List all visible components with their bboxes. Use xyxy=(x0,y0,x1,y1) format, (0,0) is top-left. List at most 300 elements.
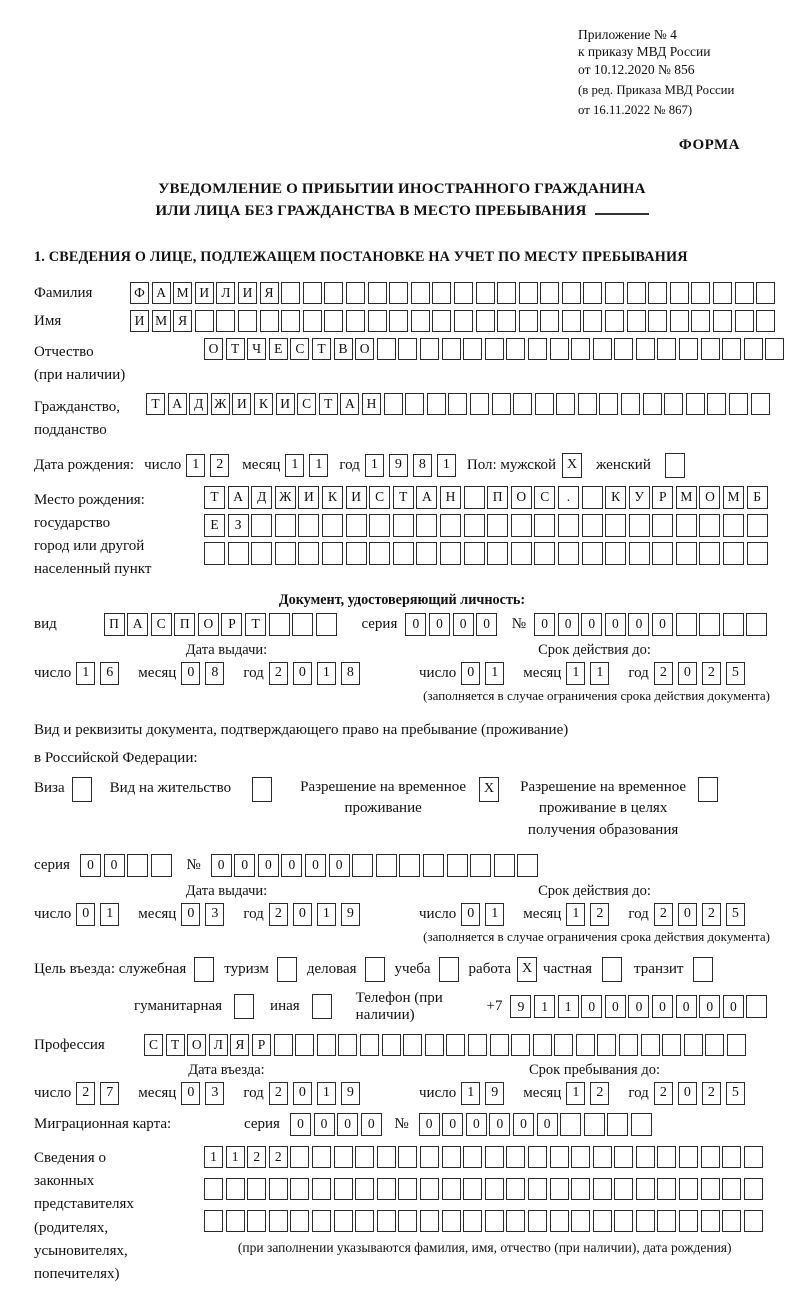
form-cell[interactable]: С xyxy=(534,486,555,509)
form-cell[interactable]: 1 xyxy=(204,1146,223,1168)
form-cell[interactable]: Т xyxy=(245,613,266,636)
purpose-study-checkbox[interactable] xyxy=(439,957,459,982)
purpose-tourism-checkbox[interactable] xyxy=(277,957,297,982)
form-cell[interactable] xyxy=(463,338,482,360)
form-cell[interactable] xyxy=(665,453,685,478)
form-cell[interactable] xyxy=(322,542,343,565)
form-cell[interactable] xyxy=(701,1146,720,1168)
form-cell[interactable] xyxy=(657,1178,676,1200)
form-cell[interactable] xyxy=(691,310,710,332)
form-cell[interactable] xyxy=(234,994,254,1019)
form-cell[interactable]: 1 xyxy=(566,903,585,926)
form-cell[interactable] xyxy=(657,1210,676,1232)
form-cell[interactable]: 5 xyxy=(726,1082,745,1105)
form-cell[interactable]: М xyxy=(676,486,697,509)
form-cell[interactable] xyxy=(593,1178,612,1200)
form-cell[interactable]: 1 xyxy=(285,454,304,477)
form-cell[interactable] xyxy=(494,854,515,877)
form-cell[interactable] xyxy=(290,1178,309,1200)
form-cell[interactable] xyxy=(195,310,214,332)
form-cell[interactable] xyxy=(513,393,532,415)
form-cell[interactable] xyxy=(723,542,744,565)
form-cell[interactable]: Т xyxy=(393,486,414,509)
form-cell[interactable] xyxy=(519,282,538,304)
form-cell[interactable] xyxy=(643,393,662,415)
form-cell[interactable] xyxy=(226,1178,245,1200)
form-cell[interactable] xyxy=(490,1034,509,1056)
form-cell[interactable] xyxy=(355,1210,374,1232)
form-cell[interactable]: 0 xyxy=(605,995,626,1018)
form-cell[interactable] xyxy=(352,854,373,877)
form-cell[interactable] xyxy=(275,514,296,537)
form-cell[interactable] xyxy=(528,1210,547,1232)
form-cell[interactable] xyxy=(540,310,559,332)
form-cell[interactable]: О xyxy=(198,613,219,636)
form-cell[interactable]: Ж xyxy=(275,486,296,509)
form-cell[interactable]: И xyxy=(130,310,149,332)
form-cell[interactable]: 7 xyxy=(100,1082,119,1105)
form-cell[interactable]: 9 xyxy=(389,454,408,477)
form-cell[interactable]: 1 xyxy=(100,903,119,926)
form-cell[interactable] xyxy=(744,338,763,360)
form-cell[interactable] xyxy=(298,542,319,565)
form-cell[interactable] xyxy=(290,1146,309,1168)
form-cell[interactable] xyxy=(744,1146,763,1168)
form-cell[interactable] xyxy=(550,338,569,360)
form-cell[interactable] xyxy=(648,310,667,332)
form-cell[interactable] xyxy=(398,338,417,360)
form-cell[interactable] xyxy=(368,282,387,304)
form-cell[interactable]: 0 xyxy=(281,854,302,877)
form-cell[interactable] xyxy=(420,338,439,360)
form-cell[interactable]: П xyxy=(104,613,125,636)
form-cell[interactable]: П xyxy=(174,613,195,636)
form-cell[interactable]: 1 xyxy=(558,995,579,1018)
form-cell[interactable]: 1 xyxy=(534,995,555,1018)
form-cell[interactable] xyxy=(464,486,485,509)
form-cell[interactable]: 0 xyxy=(419,1113,440,1136)
form-cell[interactable] xyxy=(583,310,602,332)
form-cell[interactable] xyxy=(470,854,491,877)
form-cell[interactable] xyxy=(317,1034,336,1056)
form-cell[interactable] xyxy=(506,1146,525,1168)
form-cell[interactable]: 8 xyxy=(413,454,432,477)
form-cell[interactable] xyxy=(312,1146,331,1168)
form-cell[interactable] xyxy=(571,1210,590,1232)
form-cell[interactable] xyxy=(686,393,705,415)
form-cell[interactable] xyxy=(346,514,367,537)
form-cell[interactable]: С xyxy=(297,393,316,415)
form-cell[interactable]: 0 xyxy=(337,1113,358,1136)
form-cell[interactable] xyxy=(298,514,319,537)
form-cell[interactable] xyxy=(605,282,624,304)
form-cell[interactable] xyxy=(534,514,555,537)
form-cell[interactable] xyxy=(439,957,459,982)
form-cell[interactable]: X xyxy=(479,777,499,802)
form-cell[interactable]: П xyxy=(487,486,508,509)
form-cell[interactable] xyxy=(463,1210,482,1232)
form-cell[interactable]: 8 xyxy=(341,662,360,685)
form-cell[interactable] xyxy=(251,514,272,537)
form-cell[interactable] xyxy=(765,338,784,360)
form-cell[interactable] xyxy=(463,1178,482,1200)
form-cell[interactable] xyxy=(722,338,741,360)
form-cell[interactable] xyxy=(560,1113,581,1136)
form-cell[interactable] xyxy=(485,1210,504,1232)
form-cell[interactable] xyxy=(652,514,673,537)
form-cell[interactable] xyxy=(676,613,697,636)
form-cell[interactable] xyxy=(540,282,559,304)
form-cell[interactable]: 0 xyxy=(211,854,232,877)
form-cell[interactable] xyxy=(377,1178,396,1200)
form-cell[interactable] xyxy=(334,1146,353,1168)
form-cell[interactable] xyxy=(636,338,655,360)
form-cell[interactable]: 0 xyxy=(293,1082,312,1105)
form-cell[interactable] xyxy=(204,542,225,565)
form-cell[interactable] xyxy=(701,1210,720,1232)
form-cell[interactable] xyxy=(393,542,414,565)
form-cell[interactable]: О xyxy=(187,1034,206,1056)
form-cell[interactable] xyxy=(389,310,408,332)
form-cell[interactable] xyxy=(627,310,646,332)
form-cell[interactable]: 0 xyxy=(628,613,649,636)
form-cell[interactable]: М xyxy=(723,486,744,509)
form-cell[interactable]: 0 xyxy=(534,613,555,636)
form-cell[interactable] xyxy=(485,1178,504,1200)
form-cell[interactable]: А xyxy=(168,393,187,415)
form-cell[interactable] xyxy=(269,1178,288,1200)
form-cell[interactable]: 2 xyxy=(269,903,288,926)
form-cell[interactable] xyxy=(657,1146,676,1168)
form-cell[interactable] xyxy=(260,310,279,332)
form-cell[interactable] xyxy=(228,542,249,565)
form-cell[interactable] xyxy=(562,310,581,332)
form-cell[interactable] xyxy=(652,542,673,565)
form-cell[interactable]: 2 xyxy=(702,903,721,926)
form-cell[interactable]: З xyxy=(228,514,249,537)
form-cell[interactable] xyxy=(535,393,554,415)
form-cell[interactable] xyxy=(699,514,720,537)
form-cell[interactable]: С xyxy=(369,486,390,509)
form-cell[interactable] xyxy=(127,854,148,877)
form-cell[interactable]: 0 xyxy=(605,613,626,636)
form-cell[interactable] xyxy=(648,282,667,304)
form-cell[interactable]: И xyxy=(238,282,257,304)
form-cell[interactable] xyxy=(582,514,603,537)
form-cell[interactable] xyxy=(676,542,697,565)
form-cell[interactable]: Ф xyxy=(130,282,149,304)
form-cell[interactable]: 0 xyxy=(723,995,744,1018)
form-cell[interactable]: Р xyxy=(221,613,242,636)
form-cell[interactable] xyxy=(576,1034,595,1056)
form-cell[interactable]: И xyxy=(276,393,295,415)
form-cell[interactable] xyxy=(497,282,516,304)
temp-residence-checkbox[interactable] xyxy=(479,777,499,802)
form-cell[interactable]: 0 xyxy=(461,903,480,926)
form-cell[interactable] xyxy=(607,1113,628,1136)
form-cell[interactable]: 2 xyxy=(269,1082,288,1105)
form-cell[interactable]: Т xyxy=(319,393,338,415)
purpose-transit-checkbox[interactable] xyxy=(693,957,713,982)
sex-female-checkbox[interactable] xyxy=(665,453,685,478)
form-cell[interactable] xyxy=(747,542,768,565)
form-cell[interactable]: А xyxy=(127,613,148,636)
form-cell[interactable]: 0 xyxy=(329,854,350,877)
form-cell[interactable]: 0 xyxy=(678,1082,697,1105)
form-cell[interactable] xyxy=(550,1210,569,1232)
form-cell[interactable]: И xyxy=(346,486,367,509)
form-cell[interactable] xyxy=(454,310,473,332)
form-cell[interactable]: 2 xyxy=(654,1082,673,1105)
form-cell[interactable] xyxy=(701,1178,720,1200)
form-cell[interactable]: В xyxy=(334,338,353,360)
form-cell[interactable]: И xyxy=(298,486,319,509)
form-cell[interactable] xyxy=(377,1146,396,1168)
form-cell[interactable]: 2 xyxy=(210,454,229,477)
form-cell[interactable] xyxy=(492,393,511,415)
form-cell[interactable] xyxy=(597,1034,616,1056)
form-cell[interactable] xyxy=(631,1113,652,1136)
form-cell[interactable] xyxy=(269,1210,288,1232)
form-cell[interactable]: Я xyxy=(260,282,279,304)
form-cell[interactable]: 1 xyxy=(485,903,504,926)
form-cell[interactable]: С xyxy=(290,338,309,360)
form-cell[interactable]: 9 xyxy=(510,995,531,1018)
form-cell[interactable] xyxy=(269,613,290,636)
form-cell[interactable] xyxy=(432,282,451,304)
form-cell[interactable] xyxy=(614,1210,633,1232)
form-cell[interactable] xyxy=(550,1178,569,1200)
form-cell[interactable]: 2 xyxy=(590,903,609,926)
form-cell[interactable] xyxy=(448,393,467,415)
form-cell[interactable] xyxy=(698,777,718,802)
form-cell[interactable] xyxy=(511,542,532,565)
purpose-business-checkbox[interactable] xyxy=(365,957,385,982)
form-cell[interactable] xyxy=(281,282,300,304)
form-cell[interactable] xyxy=(727,1034,746,1056)
form-cell[interactable]: 0 xyxy=(181,1082,200,1105)
form-cell[interactable]: 0 xyxy=(234,854,255,877)
form-cell[interactable] xyxy=(442,338,461,360)
form-cell[interactable] xyxy=(723,514,744,537)
form-cell[interactable]: 2 xyxy=(76,1082,95,1105)
form-cell[interactable] xyxy=(602,957,622,982)
form-cell[interactable]: Т xyxy=(312,338,331,360)
form-cell[interactable]: 5 xyxy=(726,903,745,926)
form-cell[interactable]: Н xyxy=(362,393,381,415)
form-cell[interactable]: 0 xyxy=(513,1113,534,1136)
form-cell[interactable]: 6 xyxy=(100,662,119,685)
form-cell[interactable] xyxy=(744,1178,763,1200)
form-cell[interactable]: 1 xyxy=(365,454,384,477)
form-cell[interactable] xyxy=(420,1210,439,1232)
form-cell[interactable] xyxy=(393,514,414,537)
form-cell[interactable] xyxy=(705,1034,724,1056)
form-cell[interactable]: Т xyxy=(204,486,225,509)
form-cell[interactable] xyxy=(485,1146,504,1168)
form-cell[interactable] xyxy=(355,1146,374,1168)
purpose-work-checkbox[interactable] xyxy=(517,957,537,982)
form-cell[interactable] xyxy=(528,1178,547,1200)
form-cell[interactable] xyxy=(251,542,272,565)
form-cell[interactable]: 1 xyxy=(186,454,205,477)
form-cell[interactable] xyxy=(476,282,495,304)
form-cell[interactable]: Ч xyxy=(247,338,266,360)
form-cell[interactable] xyxy=(751,393,770,415)
form-cell[interactable]: Т xyxy=(166,1034,185,1056)
form-cell[interactable]: А xyxy=(152,282,171,304)
form-cell[interactable] xyxy=(571,1178,590,1200)
form-cell[interactable] xyxy=(670,282,689,304)
form-cell[interactable] xyxy=(693,957,713,982)
form-cell[interactable] xyxy=(281,310,300,332)
form-cell[interactable] xyxy=(303,310,322,332)
form-cell[interactable]: 0 xyxy=(489,1113,510,1136)
form-cell[interactable] xyxy=(636,1146,655,1168)
form-cell[interactable] xyxy=(593,1146,612,1168)
form-cell[interactable] xyxy=(216,310,235,332)
form-cell[interactable]: 0 xyxy=(429,613,450,636)
temp-residence-edu-checkbox[interactable] xyxy=(698,777,718,802)
form-cell[interactable] xyxy=(746,995,767,1018)
form-cell[interactable] xyxy=(707,393,726,415)
form-cell[interactable] xyxy=(657,338,676,360)
form-cell[interactable]: Н xyxy=(440,486,461,509)
form-cell[interactable] xyxy=(447,854,468,877)
form-cell[interactable] xyxy=(533,1034,552,1056)
form-cell[interactable]: 0 xyxy=(258,854,279,877)
form-cell[interactable]: И xyxy=(195,282,214,304)
form-cell[interactable]: Р xyxy=(252,1034,271,1056)
form-cell[interactable] xyxy=(376,854,397,877)
form-cell[interactable]: 0 xyxy=(581,995,602,1018)
form-cell[interactable]: 0 xyxy=(76,903,95,926)
form-cell[interactable]: 1 xyxy=(76,662,95,685)
form-cell[interactable] xyxy=(506,1178,525,1200)
form-cell[interactable]: 1 xyxy=(437,454,456,477)
form-cell[interactable]: 1 xyxy=(317,903,336,926)
form-cell[interactable]: С xyxy=(144,1034,163,1056)
form-cell[interactable] xyxy=(398,1178,417,1200)
form-cell[interactable] xyxy=(72,777,92,802)
form-cell[interactable] xyxy=(599,393,618,415)
form-cell[interactable] xyxy=(729,393,748,415)
form-cell[interactable]: Д xyxy=(251,486,272,509)
form-cell[interactable] xyxy=(583,282,602,304)
form-cell[interactable] xyxy=(389,282,408,304)
form-cell[interactable] xyxy=(355,1178,374,1200)
form-cell[interactable] xyxy=(324,310,343,332)
form-cell[interactable] xyxy=(679,338,698,360)
form-cell[interactable] xyxy=(735,282,754,304)
form-cell[interactable] xyxy=(528,338,547,360)
form-cell[interactable] xyxy=(722,1210,741,1232)
form-cell[interactable] xyxy=(399,854,420,877)
form-cell[interactable]: М xyxy=(152,310,171,332)
form-cell[interactable]: Л xyxy=(216,282,235,304)
form-cell[interactable] xyxy=(699,613,720,636)
form-cell[interactable]: 2 xyxy=(702,662,721,685)
form-cell[interactable] xyxy=(485,338,504,360)
form-cell[interactable] xyxy=(487,514,508,537)
form-cell[interactable] xyxy=(636,1210,655,1232)
form-cell[interactable] xyxy=(238,310,257,332)
form-cell[interactable] xyxy=(691,282,710,304)
form-cell[interactable] xyxy=(338,1034,357,1056)
form-cell[interactable] xyxy=(403,1034,422,1056)
form-cell[interactable]: 0 xyxy=(293,662,312,685)
form-cell[interactable] xyxy=(334,1178,353,1200)
form-cell[interactable]: 0 xyxy=(537,1113,558,1136)
form-cell[interactable] xyxy=(464,542,485,565)
form-cell[interactable]: 3 xyxy=(205,1082,224,1105)
form-cell[interactable] xyxy=(274,1034,293,1056)
form-cell[interactable] xyxy=(416,514,437,537)
form-cell[interactable] xyxy=(423,854,444,877)
form-cell[interactable]: А xyxy=(416,486,437,509)
form-cell[interactable]: 2 xyxy=(590,1082,609,1105)
form-cell[interactable] xyxy=(619,1034,638,1056)
form-cell[interactable] xyxy=(614,338,633,360)
form-cell[interactable] xyxy=(324,282,343,304)
form-cell[interactable] xyxy=(346,542,367,565)
form-cell[interactable]: Р xyxy=(652,486,673,509)
form-cell[interactable]: 0 xyxy=(678,662,697,685)
form-cell[interactable] xyxy=(517,854,538,877)
form-cell[interactable] xyxy=(593,338,612,360)
form-cell[interactable] xyxy=(627,282,646,304)
sex-male-checkbox[interactable] xyxy=(562,453,582,478)
form-cell[interactable]: О xyxy=(699,486,720,509)
form-cell[interactable] xyxy=(442,1146,461,1168)
form-cell[interactable] xyxy=(398,1146,417,1168)
form-cell[interactable]: К xyxy=(605,486,626,509)
form-cell[interactable] xyxy=(440,514,461,537)
form-cell[interactable] xyxy=(476,310,495,332)
form-cell[interactable]: М xyxy=(173,282,192,304)
form-cell[interactable] xyxy=(420,1178,439,1200)
form-cell[interactable] xyxy=(440,542,461,565)
form-cell[interactable]: 0 xyxy=(405,613,426,636)
form-cell[interactable]: X xyxy=(517,957,537,982)
residence-permit-checkbox[interactable] xyxy=(252,777,272,802)
purpose-private-checkbox[interactable] xyxy=(602,957,622,982)
form-cell[interactable] xyxy=(506,338,525,360)
form-cell[interactable] xyxy=(713,310,732,332)
form-cell[interactable] xyxy=(699,542,720,565)
form-cell[interactable] xyxy=(629,514,650,537)
form-cell[interactable]: 0 xyxy=(581,613,602,636)
form-cell[interactable] xyxy=(584,1113,605,1136)
form-cell[interactable]: 2 xyxy=(654,662,673,685)
form-cell[interactable]: О xyxy=(204,338,223,360)
form-cell[interactable]: 9 xyxy=(341,903,360,926)
form-cell[interactable]: Д xyxy=(189,393,208,415)
form-cell[interactable] xyxy=(468,1034,487,1056)
form-cell[interactable] xyxy=(442,1178,461,1200)
form-cell[interactable]: 0 xyxy=(181,903,200,926)
form-cell[interactable] xyxy=(464,514,485,537)
form-cell[interactable]: Т xyxy=(226,338,245,360)
form-cell[interactable]: 2 xyxy=(247,1146,266,1168)
form-cell[interactable]: К xyxy=(322,486,343,509)
form-cell[interactable] xyxy=(676,514,697,537)
form-cell[interactable]: Б xyxy=(747,486,768,509)
purpose-other-checkbox[interactable] xyxy=(312,994,332,1019)
form-cell[interactable]: 0 xyxy=(293,903,312,926)
form-cell[interactable] xyxy=(290,1210,309,1232)
form-cell[interactable]: А xyxy=(228,486,249,509)
